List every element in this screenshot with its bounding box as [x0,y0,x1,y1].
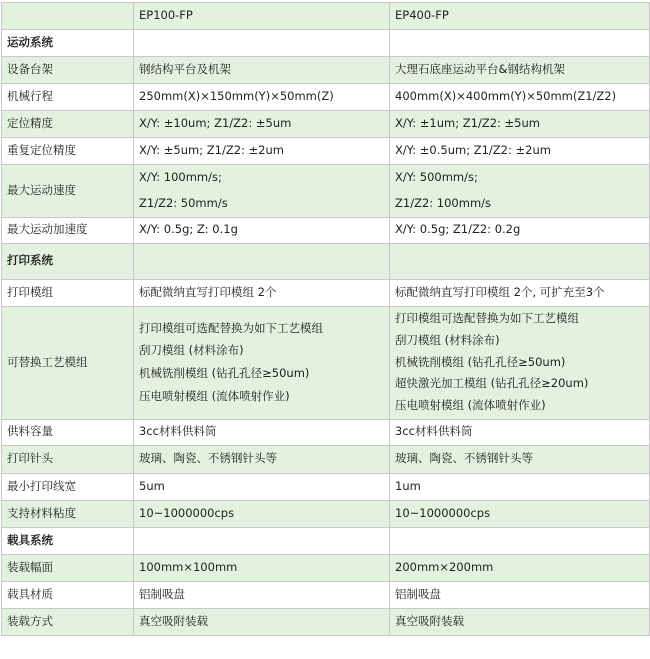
row-label: 最大运动速度 [2,165,134,218]
row-label: 支持材料粘度 [2,500,134,527]
cell-line: 超快激光加工模组 (钻孔孔径≥20um) [395,376,589,391]
cell-line: 3cc材料供料筒 [139,424,217,439]
table-row [2,306,650,419]
cell-line: 100mm×100mm [139,559,238,574]
cell-line: 真空吸附装载 [395,613,464,628]
cell-ep400 [390,30,650,57]
cell-line: 3cc材料供料筒 [395,424,473,439]
cell-ep400 [390,217,650,243]
cell-line: 玻璃、陶瓷、不锈钢针头等 [395,451,533,466]
row-label: 载具材质 [2,581,134,608]
cell-ep100 [134,217,390,243]
cell-line: X/Y: ±5um; Z1/Z2: ±2um [139,143,284,158]
row-label: 最小打印线宽 [2,473,134,500]
row-label: 最大运动加速度 [2,217,134,243]
cell-line: 200mm×200mm [395,559,494,574]
row-label: 供料容量 [2,419,134,445]
row-label: 定位精度 [2,111,134,138]
cell-line: 机械铣削模组 (钻孔孔径≥50um) [395,354,566,369]
cell-ep400 [390,84,650,111]
cell-line: 打印模组可选配替换为如下工艺模组 [139,320,323,335]
row-label: 重复定位精度 [2,138,134,165]
cell-ep400 [390,279,650,306]
cell-line: 刮刀模组 (材料涂布) [395,332,500,347]
cell-line: X/Y: 100mm/s; [139,170,222,184]
header-row [2,3,650,30]
cell-ep400 [390,527,650,554]
table-row [2,165,650,218]
table-row [2,445,650,473]
cell-ep400 [390,608,650,635]
row-label: 可替换工艺模组 [2,306,134,419]
cell-line: 250mm(X)×150mm(Y)×50mm(Z) [139,89,334,104]
cell-line: 刮刀模组 (材料涂布) [139,343,244,358]
cell-line: 10~1000000cps [395,505,491,520]
header-cell-ep400: EP400-FP [390,3,650,30]
cell-ep400 [390,243,650,279]
cell-ep100 [134,306,390,419]
cell-line: 10~1000000cps [139,505,235,520]
cell-ep100 [134,554,390,581]
cell-ep100 [134,279,390,306]
cell-ep400 [390,419,650,445]
table-row [2,84,650,111]
cell-line: X/Y: 0.5g; Z1/Z2: 0.2g [395,222,521,237]
table-row [2,217,650,243]
cell-ep400 [390,554,650,581]
cell-line: 玻璃、陶瓷、不锈钢针头等 [139,451,277,466]
cell-line: X/Y: 500mm/s; [395,170,478,184]
cell-ep400 [390,445,650,473]
row-label: 装载方式 [2,608,134,635]
row-label: 机械行程 [2,84,134,111]
cell-line: X/Y: ±10um; Z1/Z2: ±5um [139,116,292,131]
cell-line: 真空吸附装载 [139,613,208,628]
cell-line: 铝制吸盘 [395,586,441,601]
row-label: 打印针头 [2,445,134,473]
cell-ep400 [390,473,650,500]
cell-ep100 [134,581,390,608]
header-cell-empty [2,3,134,30]
table-row [2,608,650,635]
cell-line: X/Y: 0.5g; Z: 0.1g [139,222,238,237]
cell-ep100 [134,138,390,165]
spec-table [1,2,650,636]
cell-ep100 [134,608,390,635]
cell-ep100 [134,419,390,445]
cell-ep400 [390,165,650,218]
section-row [2,527,650,554]
cell-ep400 [390,111,650,138]
table-row [2,554,650,581]
table-row [2,138,650,165]
cell-ep100 [134,30,390,57]
cell-line: 压电喷射模组 (流体喷射作业) [395,398,546,413]
section-row [2,243,650,279]
cell-ep400 [390,57,650,84]
header-cell-ep100: EP100-FP [134,3,390,30]
section-label: 运动系统 [2,30,134,57]
table-row [2,581,650,608]
cell-ep100 [134,527,390,554]
cell-ep100 [134,84,390,111]
cell-line: 大理石底座运动平台&钢结构机架 [395,62,565,77]
cell-ep400 [390,138,650,165]
table-row [2,57,650,84]
cell-line: 400mm(X)×400mm(Y)×50mm(Z1/Z2) [395,89,617,104]
cell-ep400 [390,581,650,608]
table-row [2,111,650,138]
cell-line: Z1/Z2: 50mm/s [139,195,228,210]
section-label: 打印系统 [2,243,134,279]
cell-ep100 [134,445,390,473]
cell-ep100 [134,111,390,138]
cell-ep100 [134,165,390,218]
cell-ep400 [390,500,650,527]
cell-line: 铝制吸盘 [139,586,185,601]
section-row [2,30,650,57]
cell-line: 机械铣削模组 (钻孔孔径≥50um) [139,366,310,381]
cell-ep100 [134,473,390,500]
cell-line: X/Y: ±1um; Z1/Z2: ±5um [395,116,540,131]
table-row [2,473,650,500]
cell-ep100 [134,243,390,279]
cell-line: 钢结构平台及机架 [139,62,231,77]
cell-line: 压电喷射模组 (流体喷射作业) [139,388,290,403]
cell-line: 打印模组可选配替换为如下工艺模组 [395,311,579,326]
cell-ep100 [134,57,390,84]
section-label: 载具系统 [2,527,134,554]
table-row [2,279,650,306]
cell-ep100 [134,500,390,527]
cell-line: 1um [395,478,421,493]
table-row [2,500,650,527]
cell-line: 标配微纳直写打印模组 2个 [139,284,277,299]
row-label: 打印模组 [2,279,134,306]
row-label: 设备台架 [2,57,134,84]
table-row [2,419,650,445]
row-label: 装载幅面 [2,554,134,581]
cell-ep400 [390,306,650,419]
cell-line: Z1/Z2: 100mm/s [395,195,492,210]
cell-line: 标配微纳直写打印模组 2个, 可扩充至3个 [395,284,605,299]
cell-line: 5um [139,478,165,493]
cell-line: X/Y: ±0.5um; Z1/Z2: ±2um [395,143,551,158]
